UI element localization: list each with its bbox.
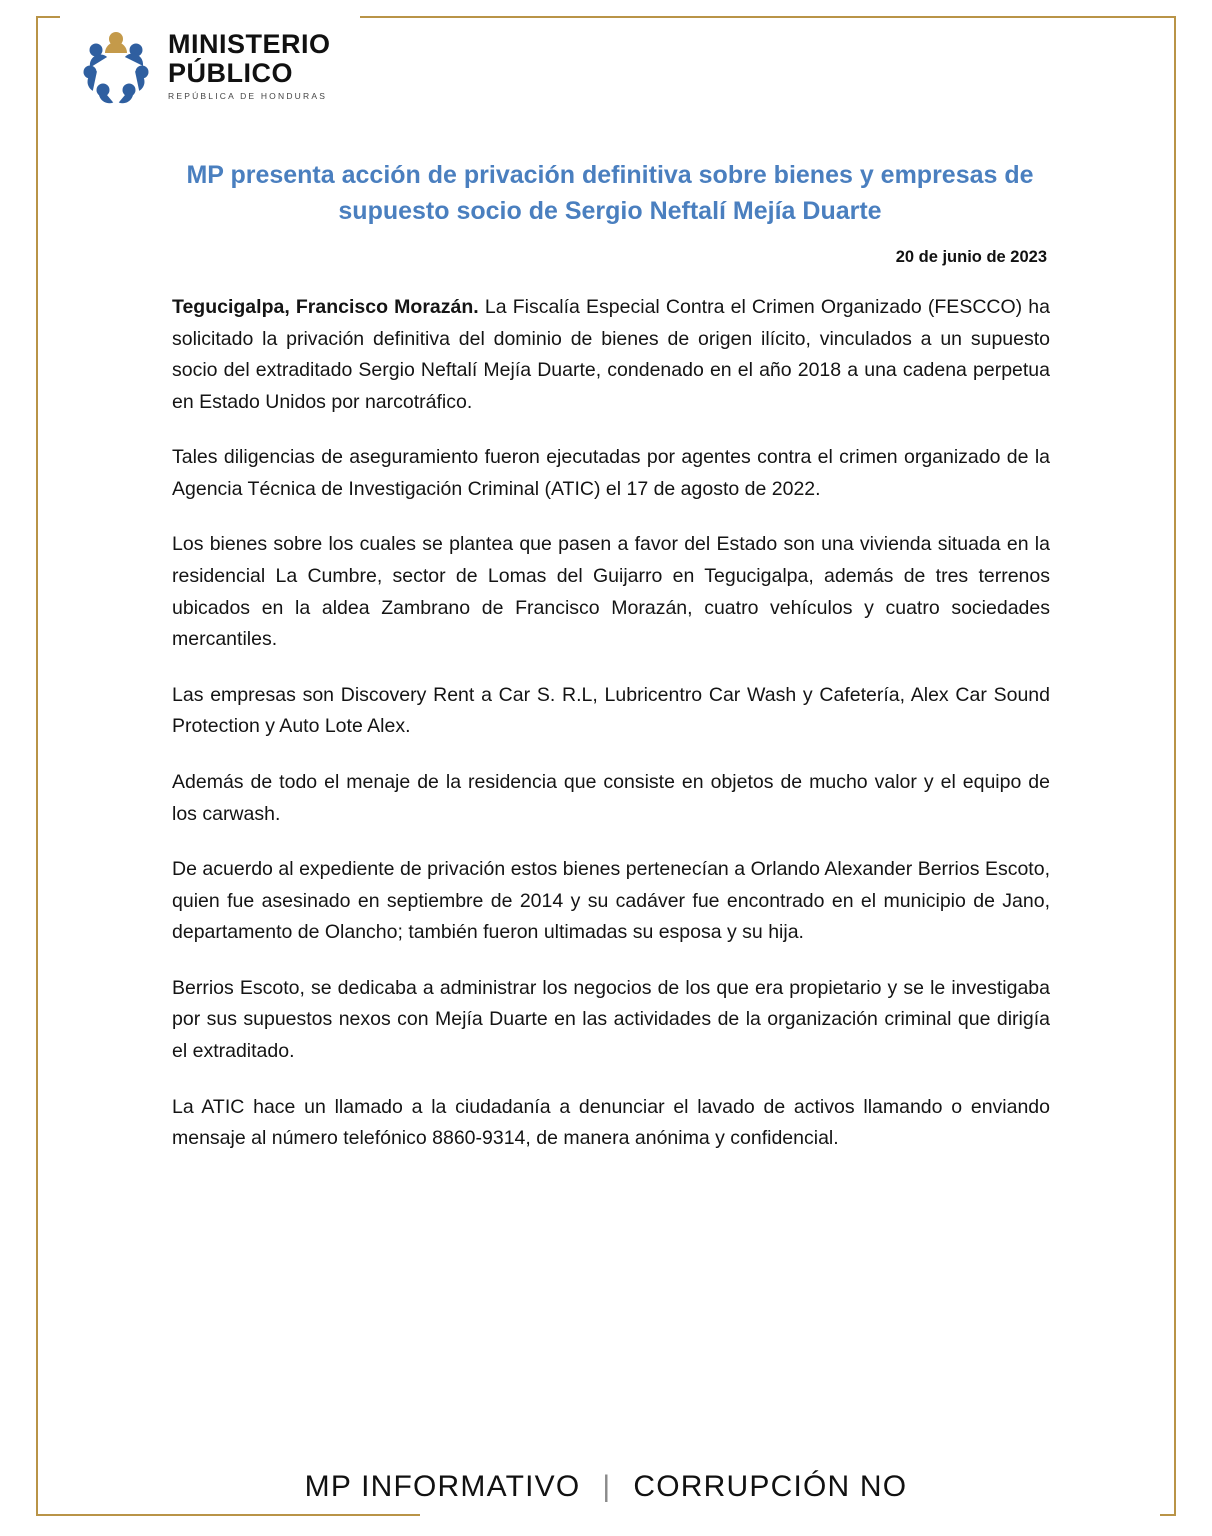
paragraph-4: Las empresas son Discovery Rent a Car S. R.L, Lubricentro Car Wash y Cafetería, Alex Car Sound Protection y Auto Lote Alex.: [172, 683, 1050, 738]
footer-right-text: CORRUPCIÓN NO: [633, 1470, 908, 1503]
paragraph-8: La ATIC hace un llamado a la ciudadanía a denunciar el lavado de activos llamando o enviando mensaje al número telefónico 8860-9314, de manera anónima y confidencial.: [172, 1095, 1050, 1150]
paragraph-5: Además de todo el menaje de la residencia que consiste en objetos de mucho valor y el equipo de los carwash.: [172, 770, 1050, 825]
publication-date: 20 de junio de 2023: [895, 248, 1047, 266]
ministerio-publico-logo: [78, 18, 368, 114]
footer-left-text: MP INFORMATIVO: [304, 1470, 581, 1503]
paragraph-2: Tales diligencias de aseguramiento fueron ejecutadas por agentes contra el crimen organizado de la Agencia Técnica de Investigación Criminal (ATIC) el 17 de agosto de 2022.: [172, 446, 1050, 500]
ring-of-people-logo-icon: [78, 28, 154, 104]
dateline: Tegucigalpa, Francisco Morazán.: [172, 296, 479, 318]
logo-line-1: MINISTERIO: [168, 29, 331, 60]
article-body: [172, 292, 1050, 1155]
paragraph-1: [172, 292, 1050, 418]
paragraph-1-text: La Fiscalía Especial Contra el Crimen Organizado (FESCCO) ha solicitado la privación definitiva del dominio de bienes de origen ilícito, vinculados a un supuesto socio del extraditado Sergio Neftalí Mejía Duarte, condenado en el año 2018 a una cadena perpetua en Estado Unidos por narcotráfico.: [172, 296, 1050, 413]
footer-separator: |: [602, 1470, 612, 1503]
logo-line-2: PÚBLICO: [168, 58, 293, 89]
paragraph-6: De acuerdo al expediente de privación estos bienes pertenecían a Orlando Alexander Berrios Escoto, quien fue asesinado en septiembre de 2014 y su cadáver fue encontrado en el municipio de Jano, departamento de Olancho; también fueron ultimadas su esposa y su hija.: [172, 858, 1050, 944]
footer-banner: [0, 1470, 1212, 1504]
paragraph-3: Los bienes sobre los cuales se plantea que pasen a favor del Estado son una vivienda situada en la residencial La Cumbre, sector de Lomas del Guijarro en Tegucigalpa, además de tres terrenos ubicados en la aldea Zambrano de Francisco Morazán, cuatro vehículos y cuatro sociedades mercantiles.: [172, 533, 1050, 651]
logo-line-3: REPÚBLICA DE HONDURAS: [168, 91, 328, 102]
page-title: MP presenta acción de privación definitiva sobre bienes y empresas de supuesto socio de Sergio Neftalí Mejía Duarte: [186, 160, 1034, 225]
paragraph-7: Berrios Escoto, se dedicaba a administrar los negocios de los que era propietario y se le investigaba por sus supuestos nexos con Mejía Duarte en las actividades de la organización criminal que dirigía el extraditado.: [172, 976, 1050, 1062]
